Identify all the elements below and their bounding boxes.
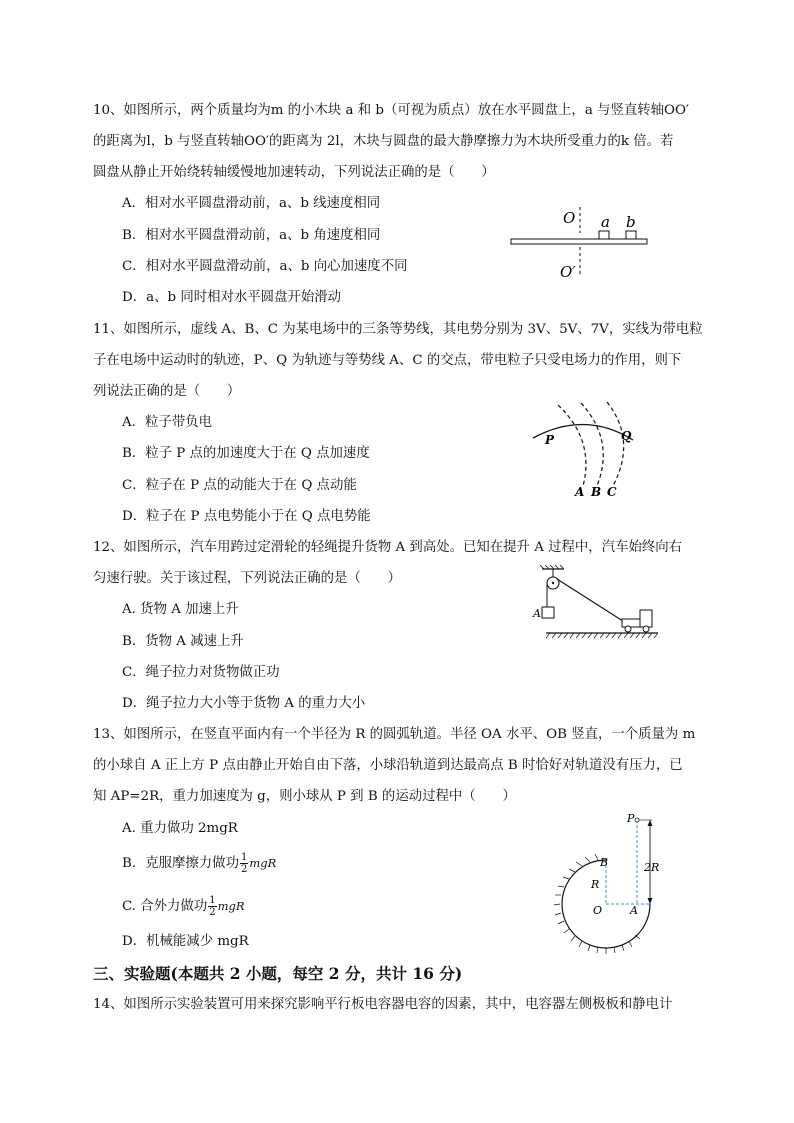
q11-option-b: B．粒子 P 点的加速度大于在 Q 点加速度 [122,446,370,461]
equipotential-b [581,403,603,486]
block-b [626,231,636,239]
label-c: C [607,485,617,499]
q10-option-a: A．相对水平圆盘滑动前，a、b 线速度相同 [122,196,381,211]
label-p: P [545,433,555,447]
q13-stem-line1: 13、如图所示，在竖直平面内有一个半径为 R 的圆弧轨道。半径 OA 水平、OB 竖直，一个质量为 m [93,727,696,742]
q13-option-b [122,852,276,875]
label-o-top: O [563,209,576,227]
label-b: B [600,856,609,869]
fraction-half [208,895,216,918]
q11-stem-line2: 子在电场中运动时的轨迹，P、Q 为轨迹与等势线 A、C 的交点，带电粒子只受电场力的作用，则下 [93,353,682,368]
label-a: A [630,904,638,917]
q11-option-a: A．粒子带负电 [122,415,213,430]
q11-stem-line1: 11、如图所示，虚线 A、B、C 为某电场中的三条等势线，其电势分别为 3V、5V、7V，实线为带电粒 [93,322,703,337]
q12-option-a: A. 货物 A 加速上升 [122,602,239,617]
block-a [599,231,609,239]
label-b: B [591,485,602,499]
q14-stem-line1: 14、如图所示实验装置可用来探究影响平行板电容器电容的因素，其中，电容器左侧极板和静电计 [93,997,673,1012]
q13-option-d: D．机械能减少 mgR [122,934,249,949]
cargo-a [542,607,554,618]
q13-option-b-text: B．克服摩擦力做功 [122,856,239,871]
label-a: a [601,213,610,231]
frac-den: 2 [240,864,248,875]
label-q: Q [621,429,632,443]
q12-option-d: D．绳子拉力大小等于货物 A 的重力大小 [122,696,366,711]
q13-circular-track-figure [548,808,668,978]
frac-den: 2 [209,907,216,918]
q10-option-d: D．a、b 同时相对水平圆盘开始滑动 [122,290,342,305]
rope [557,579,626,623]
q10-turntable-figure [505,205,655,285]
label-p: P [627,812,635,825]
q10-stem-line1: 10、如图所示，两个质量均为m 的小木块 a 和 b（可视为质点）放在水平圆盘上，a 与竖直转轴OO′ [93,103,690,118]
q13-option-b-mgr: mgR [249,856,277,870]
q13-stem-line3: 知 AP=2R，重力加速度为 g，则小球从 P 到 B 的运动过程中（ ） [93,789,516,804]
q12-option-c: C．绳子拉力对货物做正功 [122,665,280,680]
equipotential-c [607,402,624,486]
q12-stem-line1: 12、如图所示，汽车用跨过定滑轮的轻绳提升货物 A 到高处。已知在提升 A 过程中，汽车始终向右 [93,540,683,555]
frac-num: 1 [240,852,248,863]
label-r: R [591,878,600,891]
q13-stem-line2: 的小球自 A 正上方 P 点由静止开始自由下落，小球沿轨道到达最高点 B 时恰好对轨道没有压力，已 [93,758,683,773]
q11-option-d: D．粒子在 P 点电势能小于在 Q 点电势能 [122,509,371,524]
q13-option-c-text: C. 合外力做功 [122,899,208,914]
label-o: O [593,904,603,917]
label-a: A [575,485,585,499]
q10-option-c: C．相对水平圆盘滑动前，a、b 向心加速度不同 [122,259,408,274]
q13-option-c-mgr: mgR [217,899,245,913]
section3-heading: 三、实验题(本题共 2 小题，每空 2 分，共计 16 分) [93,964,463,983]
point-p [635,818,639,822]
frac-num: 1 [209,895,216,906]
q10-stem-line2: 的距离为l，b 与竖直转轴OO′的距离为 2l，木块与圆盘的最大静摩擦力为木块所受重力的k 倍。若 [93,134,674,149]
label-2r: 2R [644,861,660,874]
label-b: b [626,213,636,231]
q12-pulley-car-figure [530,565,670,645]
equipotential-a [558,405,586,486]
q11-stem-line3: 列说法正确的是（ ） [93,384,241,399]
q12-stem-line2: 匀速行驶。关于该过程，下列说法正确的是（ ） [93,571,401,586]
q11-option-c: C．粒子在 P 点的动能大于在 Q 点动能 [122,478,357,493]
car-cab [640,610,652,627]
q13-option-a: A. 重力做功 2mgR [122,821,238,836]
fraction-half [240,852,248,875]
q13-option-c [122,895,245,918]
q10-option-b: B．相对水平圆盘滑动前，a、b 角速度相同 [122,228,381,243]
q12-option-b: B．货物 A 减速上升 [122,634,244,649]
q10-stem-line3: 圆盘从静止开始绕转轴缓慢地加速转动，下列说法正确的是（ ） [93,165,495,180]
label-o-bottom: O′ [560,263,576,281]
label-a: A [533,607,541,620]
q11-equipotential-figure [525,400,655,500]
